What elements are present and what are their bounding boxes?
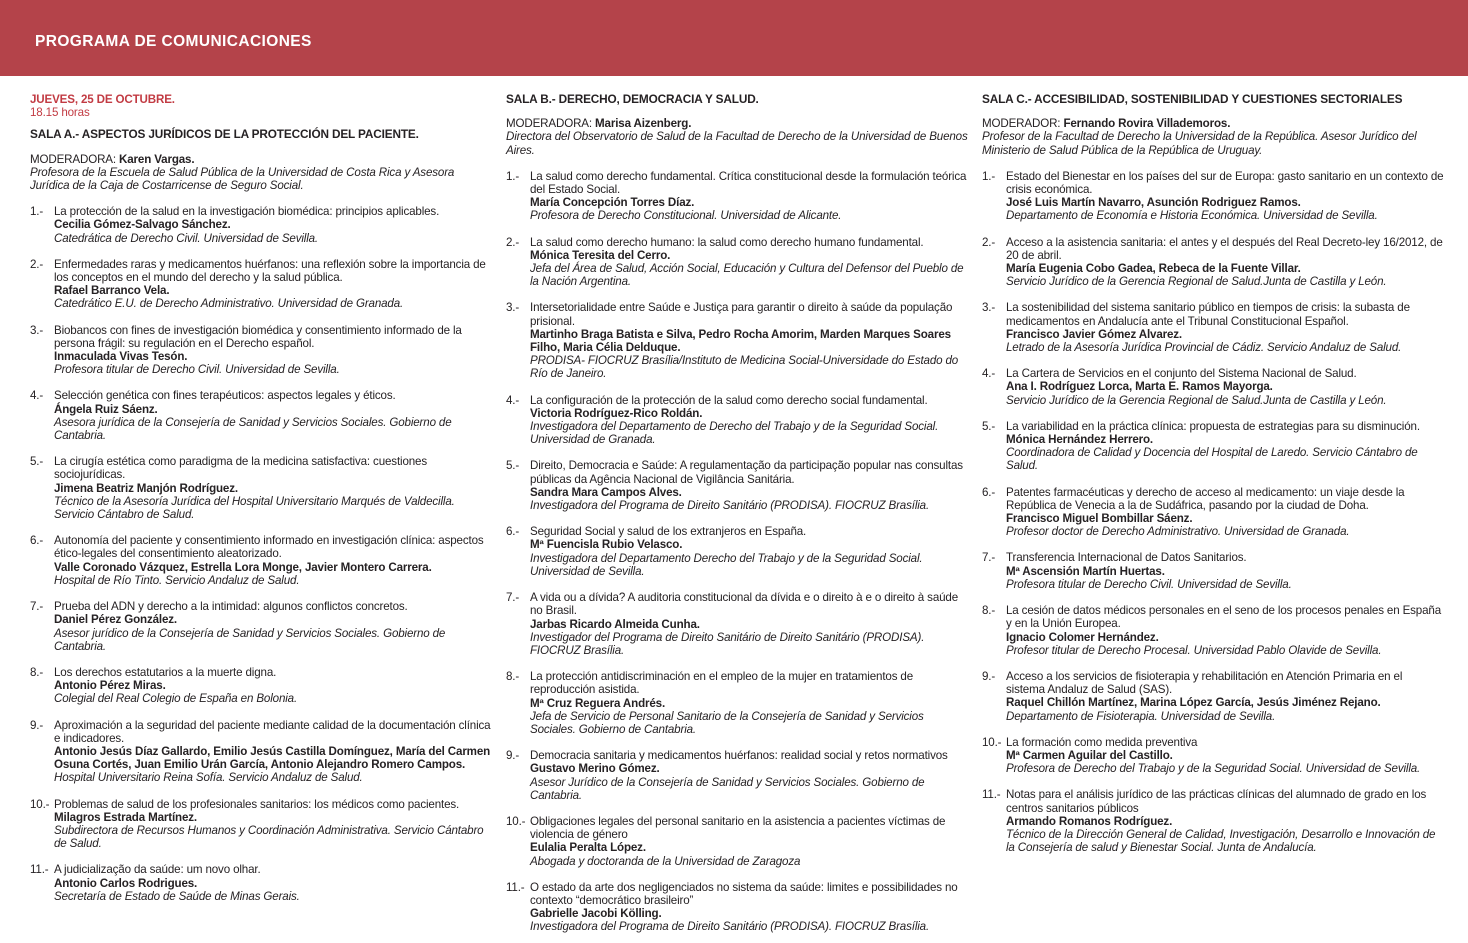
paper-title: Problemas de salud de los profesionales sanitarios: los médicos como pacientes. [54, 797, 460, 811]
paper-authors: Inmaculada Vivas Tesón. [54, 350, 188, 364]
paper-authors: Mª Carmen Aguilar del Castillo. [1006, 748, 1173, 762]
paper-item [982, 736, 1444, 776]
paper-item [982, 301, 1444, 354]
paper-item [982, 551, 1444, 591]
paper-number: 1.- [982, 169, 996, 183]
paper-authors: Victoria Rodríguez-Rico Roldán. [530, 406, 703, 420]
paper-number: 9.- [506, 749, 520, 763]
paper-item [982, 486, 1444, 539]
moderator-name: Fernando Rovira Villademoros. [1063, 117, 1231, 131]
paper-number: 8.- [982, 604, 996, 618]
paper-affiliation: Asesora jurídica de la Consejería de Sanidad y Servicios Sociales. Gobierno de Cantabria. [54, 415, 452, 443]
session-date-block [30, 93, 492, 119]
paper-authors: María Eugenia Cobo Gadea, Rebeca de la Fuente Villar. [1006, 262, 1301, 276]
paper-authors: Eulalia Peralta López. [530, 841, 646, 855]
paper-authors: Antonio Carlos Rodrigues. [54, 876, 198, 890]
paper-item [506, 881, 968, 934]
paper-authors: Antonio Jesús Díaz Gallardo, Emilio Jesús Castilla Domínguez, María del Carmen Osuna Cortés, Juan Emilio Urán García, Antonio Alejandro Romero Campos. [54, 744, 491, 772]
paper-number: 4.- [506, 393, 520, 407]
paper-affiliation: Profesora de Derecho Constitucional. Universidad de Alicante. [530, 209, 842, 223]
paper-number: 9.- [30, 718, 44, 732]
paper-title: Biobancos con fines de investigación biomédica y consentimiento informado de la persona frágil: su regulación en el Derecho español. [54, 323, 462, 350]
paper-item [506, 394, 968, 447]
paper-authors: José Luis Martín Navarro, Asunción Rodriguez Ramos. [1006, 196, 1301, 210]
paper-affiliation: Departamento de Fisioterapia. Universidad de Sevilla. [1006, 709, 1276, 723]
program-column [982, 93, 1444, 943]
paper-number: 10.- [982, 735, 1002, 749]
moderator-label: MODERADOR: [982, 117, 1064, 131]
paper-title: Democracia sanitaria y medicamentos huérfanos: realidad social y retos normativos [530, 749, 948, 763]
paper-affiliation: Técnico de la Dirección General de Calidad, Investigación, Desarrollo e Innovación de la Consejería de salud y Bienestar Social. Junta de Andalucía. [1006, 827, 1436, 855]
paper-title: Acceso a los servicios de fisioterapia y rehabilitación en Atención Primaria en el sistema Andaluz de Salud (SAS). [1006, 669, 1403, 697]
paper-affiliation: Subdirectora de Recursos Humanos y Coordinación Administrativa. Servicio Cántabro de Salud. [54, 823, 484, 851]
paper-title: La protección antidiscriminación en el empleo de la mujer en tratamientos de reproducción asistida. [530, 670, 914, 697]
paper-title: O estado da arte dos negligenciados no sistema da saúde: limites e possibilidades no contexto “democrático brasileiro” [530, 880, 958, 907]
paper-affiliation: Departamento de Economía e Historia Económica. Universidad de Sevilla. [1006, 209, 1378, 223]
paper-number: 7.- [506, 591, 520, 605]
paper-item [506, 591, 968, 657]
moderator-line [982, 117, 1444, 130]
paper-number: 6.- [506, 525, 520, 539]
paper-number: 10.- [506, 814, 526, 828]
paper-number: 6.- [30, 534, 44, 548]
paper-item [30, 258, 492, 311]
paper-number: 9.- [982, 669, 996, 683]
paper-item [506, 815, 968, 868]
paper-affiliation: Abogada y doctoranda de la Universidad de Zaragoza [530, 854, 801, 868]
paper-number: 6.- [982, 485, 996, 499]
room-title: SALA A.- ASPECTOS JURÍDICOS DE LA PROTECCIÓN DEL PACIENTE. [30, 127, 419, 142]
paper-authors: Ignacio Colomer Hernández. [1006, 630, 1159, 644]
paper-list [30, 205, 492, 903]
session-time: 18.15 horas [30, 106, 90, 120]
paper-affiliation: Catedrático E.U. de Derecho Administrativo. Universidad de Granada. [54, 297, 404, 311]
paper-authors: Antonio Pérez Miras. [54, 679, 166, 693]
paper-item [506, 525, 968, 578]
paper-item [506, 236, 968, 289]
paper-affiliation: Profesora de Derecho del Trabajo y de la Seguridad Social. Universidad de Sevilla. [1006, 762, 1421, 776]
paper-title: Direito, Democracia e Saúde: A regulamentação da participação popular nas consultas públicas da Agência Nacional de Vigilância Sanitária. [530, 459, 963, 486]
paper-number: 8.- [30, 665, 44, 679]
paper-title: Notas para el análisis jurídico de las prácticas clínicas del alumnado de grado en los centros sanitarios públicos [1006, 788, 1427, 815]
paper-authors: Ana I. Rodríguez Lorca, Marta E. Ramos Mayorga. [1006, 380, 1273, 394]
paper-number: 8.- [506, 670, 520, 684]
paper-item [982, 170, 1444, 223]
paper-title: Los derechos estatutarios a la muerte digna. [54, 665, 277, 679]
paper-affiliation: Investigadora del Departamento de Derecho del Trabajo y de la Seguridad Social. Universidad de Granada. [530, 420, 939, 447]
paper-number: 3.- [982, 301, 996, 315]
paper-authors: Jarbas Ricardo Almeida Cunha. [530, 617, 700, 631]
paper-item [506, 170, 968, 223]
paper-affiliation: PRODISA- FIOCRUZ Brasília/Instituto de Medicina Social-Universidade do Estado do Río de Janeiro. [530, 354, 959, 381]
moderator-name: Marisa Aizenberg. [595, 117, 692, 131]
paper-number: 5.- [506, 459, 520, 473]
paper-number: 11.- [506, 880, 525, 894]
paper-authors: Milagros Estrada Martínez. [54, 810, 197, 824]
room-title: SALA C.- ACCESIBILIDAD, SOSTENIBILIDAD Y CUESTIONES SECTORIALES [982, 92, 1403, 106]
paper-title: La Cartera de Servicios en el conjunto del Sistema Nacional de Salud. [1006, 367, 1357, 381]
paper-item [30, 798, 492, 851]
paper-affiliation: Profesora titular de Derecho Civil. Universidad de Sevilla. [54, 363, 340, 377]
paper-title: Prueba del ADN y derecho a la intimidad: algunos conflictos concretos. [54, 600, 408, 614]
paper-affiliation: Técnico de la Asesoría Jurídica del Hospital Universitario Marqués de Valdecilla. Servicio Cántabro de Salud. [54, 494, 455, 522]
paper-affiliation: Profesor doctor de Derecho Administrativo. Universidad de Granada. [1006, 525, 1350, 539]
program-column [506, 93, 968, 943]
paper-item [30, 324, 492, 377]
paper-title: La variabilidad en la práctica clínica: propuesta de estrategias para su disminución. [1006, 419, 1420, 433]
paper-title: Seguridad Social y salud de los extranjeros en España. [530, 525, 807, 539]
paper-affiliation: Profesora titular de Derecho Civil. Universidad de Sevilla. [1006, 577, 1292, 591]
paper-affiliation: Coordinadora de Calidad y Docencia del Hospital de Laredo. Servicio Cántabro de Salud. [1006, 446, 1418, 473]
paper-title: Selección genética con fines terapéuticos: aspectos legales y éticos. [54, 389, 396, 403]
session-date: JUEVES, 25 DE OCTUBRE. [30, 93, 175, 106]
paper-title: La cesión de datos médicos personales en el seno de los procesos penales en España y en la Unión Europea. [1006, 604, 1441, 631]
paper-item [30, 205, 492, 245]
paper-authors: Cecilia Gómez-Salvago Sánchez. [54, 218, 231, 232]
paper-item [982, 367, 1444, 407]
paper-item [506, 301, 968, 380]
paper-authors: Mónica Teresita del Cerro. [530, 248, 671, 262]
paper-title: Aproximación a la seguridad del paciente mediante calidad de la documentación clínica e indicadores. [54, 718, 491, 745]
paper-authors: Jimena Beatriz Manjón Rodríguez. [54, 481, 238, 495]
paper-title: La cirugía estética como paradigma de la medicina satisfactiva: cuestiones sociojurídicas. [54, 455, 427, 482]
paper-title: La salud como derecho fundamental. Crítica constitucional desde la formulación teórica del Estado Social. [530, 169, 967, 197]
paper-item [30, 719, 492, 785]
paper-title: Transferencia Internacional de Datos Sanitarios. [1006, 551, 1247, 565]
moderator-name: Karen Vargas. [119, 152, 195, 166]
paper-title: La sostenibilidad del sistema sanitario público en tiempos de crisis: la subasta de medicamentos en Andalucía ante el Tribunal Constitucional Español. [1006, 301, 1410, 328]
paper-affiliation: Colegial del Real Colegio de España en Bolonia. [54, 692, 298, 706]
paper-affiliation: Asesor jurídico de la Consejería de Sanidad y Servicios Sociales. Gobierno de Cantabria. [54, 626, 446, 653]
moderator-label: MODERADORA: [30, 152, 120, 166]
paper-authors: Francisco Miguel Bombillar Sáenz. [1006, 512, 1193, 526]
paper-list [506, 170, 968, 934]
paper-number: 2.- [506, 235, 520, 249]
paper-authors: Mª Ascensión Martín Huertas. [1006, 564, 1165, 578]
paper-affiliation: Investigadora del Programa de Direito Sanitário (PRODISA). FIOCRUZ Brasília. [530, 920, 930, 934]
paper-title: A judicialização da saúde: um novo olhar. [54, 863, 261, 877]
paper-number: 1.- [506, 169, 520, 183]
paper-authors: Mª Cruz Reguera Andrés. [530, 696, 666, 710]
paper-item [30, 534, 492, 587]
paper-number: 4.- [982, 367, 996, 381]
paper-affiliation: Secretaría de Estado de Saúde de Minas Gerais. [54, 889, 300, 903]
paper-number: 11.- [30, 863, 49, 877]
paper-item [30, 455, 492, 521]
paper-number: 11.- [982, 788, 1001, 802]
paper-number: 1.- [30, 205, 44, 219]
paper-authors: María Concepción Torres Díaz. [530, 196, 695, 210]
paper-item [982, 420, 1444, 473]
page-title: PROGRAMA DE COMUNICACIONES [35, 33, 312, 50]
paper-title: La salud como derecho humano: la salud como derecho humano fundamental. [530, 235, 924, 249]
paper-affiliation: Catedrática de Derecho Civil. Universidad de Sevilla. [54, 231, 318, 245]
paper-authors: Martinho Braga Batista e Silva, Pedro Rocha Amorim, Marden Marques Soares Filho, Maria Célia Delduque. [530, 327, 951, 355]
paper-affiliation: Letrado de la Asesoría Jurídica Provincial de Cádiz. Servicio Andaluz de Salud. [1006, 341, 1402, 355]
paper-title: La formación como medida preventiva [1006, 735, 1198, 749]
paper-item [506, 670, 968, 736]
paper-item [30, 666, 492, 706]
paper-affiliation: Profesor titular de Derecho Procesal. Universidad Pablo Olavide de Sevilla. [1006, 643, 1382, 657]
paper-authors: Mª Fuencisla Rubio Velasco. [530, 538, 683, 552]
paper-number: 5.- [982, 419, 996, 433]
program-column [30, 93, 492, 943]
paper-authors: Sandra Mara Campos Alves. [530, 485, 682, 499]
moderator-affiliation: Directora del Observatorio de Salud de la Facultad de Derecho de la Universidad de Buenos Aires. [506, 130, 968, 157]
paper-affiliation: Servicio Jurídico de la Gerencia Regional de Salud.Junta de Castilla y León. [1006, 275, 1387, 289]
paper-title: La configuración de la protección de la salud como derecho social fundamental. [530, 393, 928, 407]
paper-authors: Valle Coronado Vázquez, Estrella Lora Monge, Javier Montero Carrera. [54, 560, 432, 574]
paper-item [30, 600, 492, 653]
paper-item [30, 389, 492, 442]
program-columns [0, 76, 1468, 943]
paper-item [982, 236, 1444, 289]
paper-number: 5.- [30, 455, 44, 469]
paper-authors: Ángela Ruiz Sáenz. [54, 402, 158, 416]
paper-number: 2.- [982, 235, 996, 249]
paper-item [982, 788, 1444, 854]
paper-number: 2.- [30, 257, 44, 271]
paper-number: 10.- [30, 797, 50, 811]
paper-authors: Mónica Hernández Herrero. [1006, 433, 1154, 447]
paper-item [506, 459, 968, 512]
moderator-label: MODERADORA: [506, 117, 596, 131]
paper-title: La protección de la salud en la investigación biomédica: principios aplicables. [54, 205, 440, 219]
paper-title: Acceso a la asistencia sanitaria: el antes y el después del Real Decreto-ley 16/2012, de 20 de abril. [1006, 235, 1443, 262]
paper-affiliation: Hospital de Río Tinto. Servicio Andaluz de Salud. [54, 573, 300, 587]
paper-affiliation: Servicio Jurídico de la Gerencia Regional de Salud.Junta de Castilla y León. [1006, 393, 1387, 407]
paper-number: 3.- [30, 323, 44, 337]
page-header-bar [0, 0, 1468, 76]
paper-affiliation: Jefa del Área de Salud, Acción Social, Educación y Cultura del Defensor del Pueblo de la Nación Argentina. [530, 262, 964, 289]
paper-authors: Gabrielle Jacobi Kölling. [530, 907, 662, 921]
moderator-affiliation: Profesora de la Escuela de Salud Pública de la Universidad de Costa Rica y Asesora Jurídica de la Caja de Costarricense de Seguro Social. [30, 165, 455, 193]
moderator-line [30, 153, 492, 166]
paper-title: Intersetorialidade entre Saúde e Justiça para garantir o direito à saúde da população prisional. [530, 301, 953, 328]
paper-item [30, 863, 492, 903]
paper-item [982, 604, 1444, 657]
room-title: SALA B.- DERECHO, DEMOCRACIA Y SALUD. [506, 92, 759, 106]
moderator-line [506, 117, 968, 130]
paper-authors: Armando Romanos Rodríguez. [1006, 814, 1173, 828]
paper-item [506, 749, 968, 802]
paper-item [982, 670, 1444, 723]
paper-number: 4.- [30, 389, 44, 403]
paper-affiliation: Asesor Jurídico de la Consejería de Sanidad y Servicios Sociales. Gobierno de Cantabria. [530, 775, 925, 802]
moderator-affiliation: Profesor de la Facultad de Derecho la Universidad de la República. Asesor Jurídico del Ministerio de Salud Pública de la República de Uruguay. [982, 130, 1417, 157]
paper-title: Patentes farmacéuticas y derecho de acceso al medicamento: un viaje desde la República de Venecia a la de Sudáfrica, pasando por la ciudad de Doha. [1006, 485, 1405, 512]
paper-title: Autonomía del paciente y consentimiento informado en investigación clínica: aspectos ético-legales del consentimiento aleatorizado. [54, 534, 484, 561]
paper-affiliation: Investigadora del Departamento Derecho del Trabajo y de la Seguridad Social. Universidad de Sevilla. [530, 551, 923, 578]
paper-authors: Francisco Javier Gómez Alvarez. [1006, 327, 1182, 341]
paper-authors: Gustavo Merino Gómez. [530, 762, 660, 776]
paper-title: Obligaciones legales del personal sanitario en la asistencia a pacientes víctimas de violencia de género [530, 814, 946, 842]
paper-affiliation: Jefa de Servicio de Personal Sanitario de la Consejería de Sanidad y Servicios Sociales. Gobierno de Cantabria. [530, 709, 924, 736]
paper-list [982, 170, 1444, 855]
paper-title: A vida ou a dívida? A auditoria constitucional da dívida e o direito à e o direito à saúde no Brasil. [530, 591, 959, 618]
paper-number: 3.- [506, 301, 520, 315]
paper-authors: Raquel Chillón Martínez, Marina López García, Jesús Jiménez Rejano. [1006, 696, 1381, 710]
paper-number: 7.- [982, 551, 996, 565]
paper-title: Enfermedades raras y medicamentos huérfanos: una reflexión sobre la importancia de los conceptos en el mundo del derecho y la salud pública. [54, 257, 486, 285]
paper-authors: Daniel Pérez González. [54, 613, 177, 627]
paper-affiliation: Investigadora del Programa de Direito Sanitário (PRODISA). FIOCRUZ Brasília. [530, 499, 930, 513]
paper-number: 7.- [30, 600, 44, 614]
paper-affiliation: Hospital Universitario Reina Sofía. Servicio Andaluz de Salud. [54, 771, 363, 785]
paper-title: Estado del Bienestar en los países del sur de Europa: gasto sanitario en un contexto de crisis económica. [1006, 169, 1444, 197]
paper-authors: Rafael Barranco Vela. [54, 284, 170, 298]
paper-affiliation: Investigador del Programa de Direito Sanitário de Direito Sanitário (PRODISA). FIOCRUZ Brasília. [530, 630, 925, 657]
